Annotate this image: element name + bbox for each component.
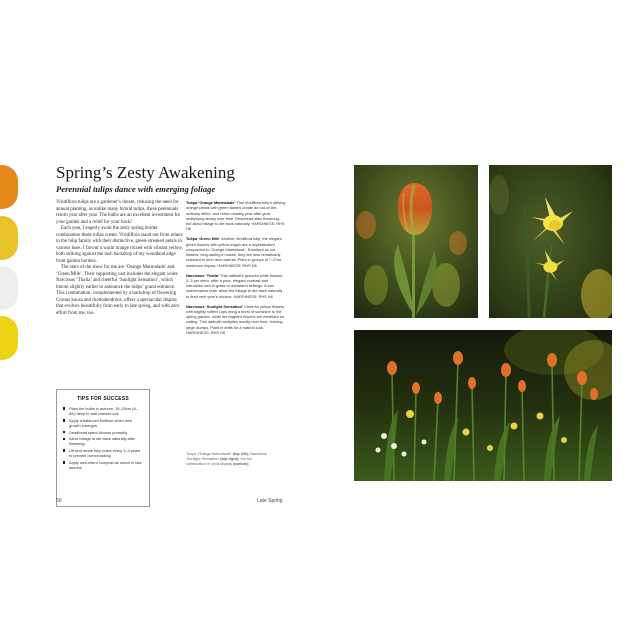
tip-item [63,406,143,416]
swatch-orange [0,165,18,209]
tip-text: Apply well-rotted compost as mulch in late autumn. [69,459,142,470]
tips-box [56,389,150,507]
photo-tulip-orange-marmalade [354,165,478,318]
bullet-icon [63,461,65,463]
section-name: Late Spring [257,498,283,504]
plant-text: This daffodil’s graceful white flowers, 2–3 per stem, offer a pure, elegant contrast and naturalise well in grass or woodland settings. A low-maintenance bulb; allow the foliage to die back naturally to feed next year’s blooms. HARDINESS: RHS H6 [186,272,284,299]
plant-text: Another Viridiflora tulip, the elegant green flowers with yellow edges are a sophisticated companion to ‘Orange Marmalade’. Excellent as cut flowers, long-lasting in vases, they are also remarkably resistant to deer and rodents. Plant in groups of 7–9 for maximum impact. HARDINESS: RHS H6 [186,236,282,268]
bullet-icon [63,407,65,409]
tips-heading: TIPS FOR SUCCESS [77,396,129,402]
plant-profile [186,304,286,336]
tip-text: Apply a balanced fertiliser when new growth emerges. [69,417,133,428]
tip-item [63,460,143,470]
body-paragraph: Each year, I eagerly await the zesty spring border combination these tulips create. Viridiflora stand out from others in the tulip family with their distinctive, green-streaked petals in various hues. I favour a warm orange mixed with vibrant yellow, both striking against the lush backdrop of my woodland edge front garden borders. [56,226,183,264]
tip-text: Lift and divide tulip bulbs every 3–4 years to prevent overcrowding. [69,448,141,459]
plant-profile [186,273,286,299]
tip-text: Deadhead spent blooms promptly. [69,429,128,435]
swatch-light-grey [0,266,18,310]
body-paragraph: The stars of the show for me are ‘Orange Marmalade’ and ‘Green Mile’. Their supporting cast includes the elegant white Narcissus ‘Thalia’ and cheerful ‘Sunlight Sensation’, which bloom slightly earlier to announce the tulips’ grand entrance. This combination, complemented by a backdrop of flowering Cornus kousa and rhododendrons, offers a spectacular display that evolves beautifully from early to late spring, and with zero effort from me, too. [56,265,180,316]
bullet-icon [63,438,65,440]
tips-list [63,406,143,470]
photo-narcissus-sunlight-sensation [489,165,612,318]
tip-text: Plant the bulbs in autumn, 15–20cm (6–8in) deep in well-drained soil. [69,406,138,417]
photo-border-combination [354,330,612,481]
caption-position: (top right); [220,457,240,461]
plant-name: Narcissus ‘Sunlight Sensation’ [186,303,244,309]
tip-item [63,448,143,458]
plant-name: Tulipa ‘Orange Marmalade’ [186,200,236,205]
plant-name: Narcissus ‘Thalia’ [186,272,220,278]
caption-text: Tulipa ‘Orange Marmalade’ [186,452,232,456]
plant-text: This Viridiflora tulip’s striking orange petals with green flames create an out-of-the-ordinary effect, and return reliably year after year, multiplying slowly over time. Deadhead after flowering, but allow foliage to die back naturally. HARDINESS: RHS H6 [186,200,286,232]
page-number: 50 [56,498,62,504]
plant-profiles [186,200,286,340]
plant-profile [186,236,286,268]
plant-text: Cheerful yellow flowers with slightly ruffled cups bring a burst of sunshine to the spring garden, while the fragrant blooms are excellent for cutting. This daffodil multiplies readily over time, forming large clumps. Plant in drifts for a natural look. HARDINESS: RHS H6 [186,303,285,336]
tip-item [63,436,143,446]
bullet-icon [63,419,65,421]
caption-text: the full combination in vivid display [186,457,252,466]
body-paragraph: Viridiflora tulips are a gardener’s dream, reducing the need for annual planting, as unlike many hybrid tulips, these perennials return year after year. The bulbs are an excellent investment for your garden and a relief for your back! [56,200,181,225]
caption-position: (top left); [232,452,250,456]
tip-item [63,418,143,428]
bullet-icon [63,431,65,433]
plant-profile [186,200,286,232]
tip-text: Allow foliage to die back naturally after flowering. [69,436,136,447]
article-subtitle: Perennial tulips dance with emerging foliage [56,184,216,194]
swatch-yellow [0,216,18,260]
body-column [56,200,183,317]
tip-item [63,430,143,435]
article-title: Spring’s Zesty Awakening [56,163,235,182]
photo-caption [186,452,270,467]
plant-name: Tulipa ‘Green Mile’ [186,236,221,242]
bullet-icon [63,449,65,451]
caption-position: (bottom) [233,462,249,466]
caption-text: Narcissus ‘Sunlight Sensation’ [186,452,267,461]
swatch-lemon [0,316,18,360]
